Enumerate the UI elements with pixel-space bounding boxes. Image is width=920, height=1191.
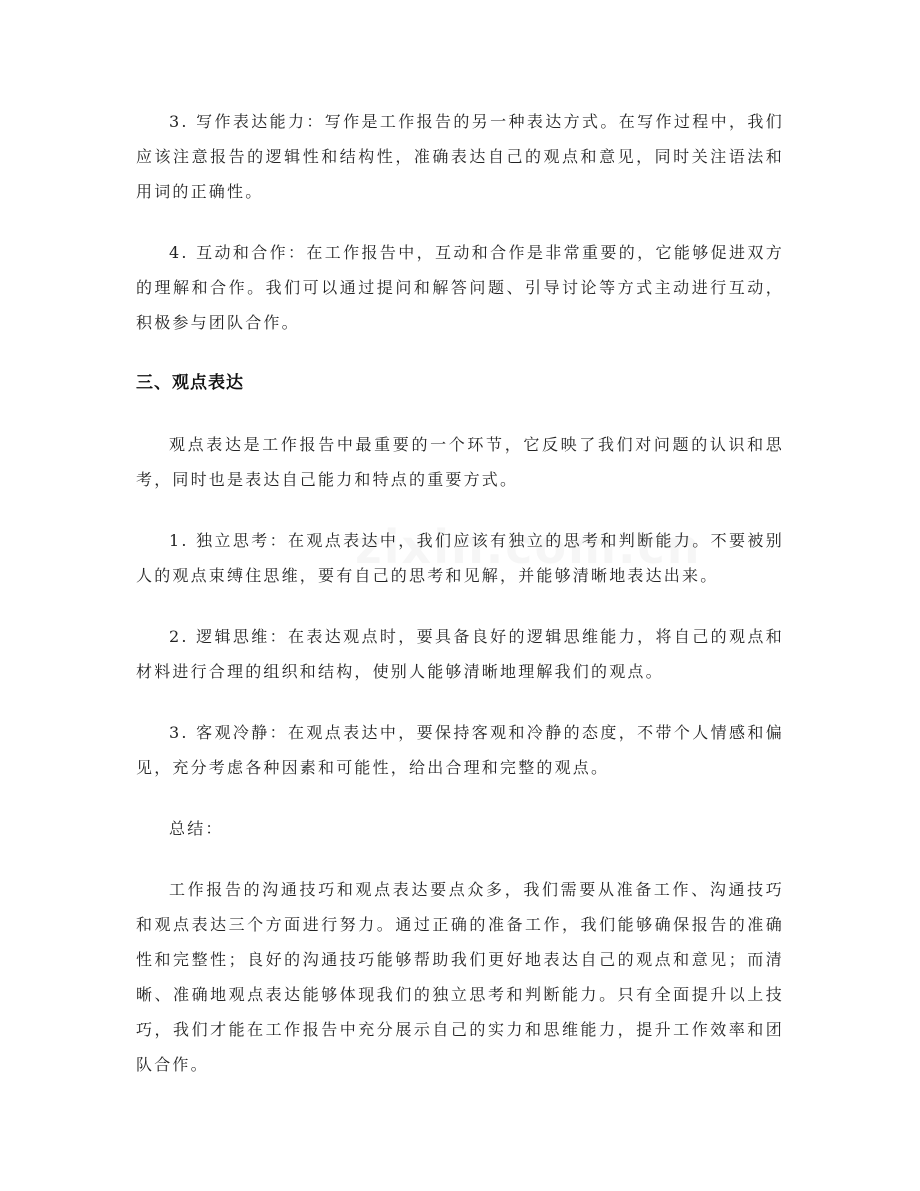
paragraph-independent-thinking: 1. 独立思考：在观点表达中，我们应该有独立的思考和判断能力。不要被别人的观点束缚住思维，要有自己的思考和见解，并能够清晰地表达出来。 [136, 531, 784, 585]
paragraph-writing-skill: 3. 写作表达能力：写作是工作报告的另一种表达方式。在写作过程中，我们应该注意报告的逻辑性和结构性，准确表达自己的观点和意见，同时关注语法和用词的正确性。 [136, 112, 784, 201]
paragraph-objective-calm: 3. 客观冷静：在观点表达中，要保持客观和冷静的态度，不带个人情感和偏见，充分考虑各种因素和可能性，给出合理和完整的观点。 [136, 723, 784, 777]
paragraph-logical-thinking: 2. 逻辑思维：在表达观点时，要具备良好的逻辑思维能力，将自己的观点和材料进行合理的组织和结构，使别人能够清晰地理解我们的观点。 [136, 627, 784, 681]
paragraph-interaction: 4. 互动和合作：在工作报告中，互动和合作是非常重要的，它能够促进双方的理解和合作。我们可以通过提问和解答问题、引导讨论等方式主动进行互动，积极参与团队合作。 [136, 243, 784, 332]
section-heading-viewpoint: 三、观点表达 [136, 373, 244, 393]
paragraph-viewpoint-intro: 观点表达是工作报告中最重要的一个环节，它反映了我们对问题的认识和思考，同时也是表达自己能力和特点的重要方式。 [136, 435, 784, 489]
paragraph-summary-label: 总结： [169, 819, 224, 838]
document-body [136, 104, 784, 1082]
paragraph-summary-body: 工作报告的沟通技巧和观点表达要点众多，我们需要从准备工作、沟通技巧和观点表达三个方面进行努力。通过正确的准备工作，我们能够确保报告的准确性和完整性；良好的沟通技巧能够帮助我们更好地表达自己的观点和意见；而清晰、准确地观点表达能够体现我们的独立思考和判断能力。只有全面提升以上技巧，我们才能在工作报告中充分展示自己的实力和思维能力，提升工作效率和团队合作。 [136, 880, 784, 1074]
